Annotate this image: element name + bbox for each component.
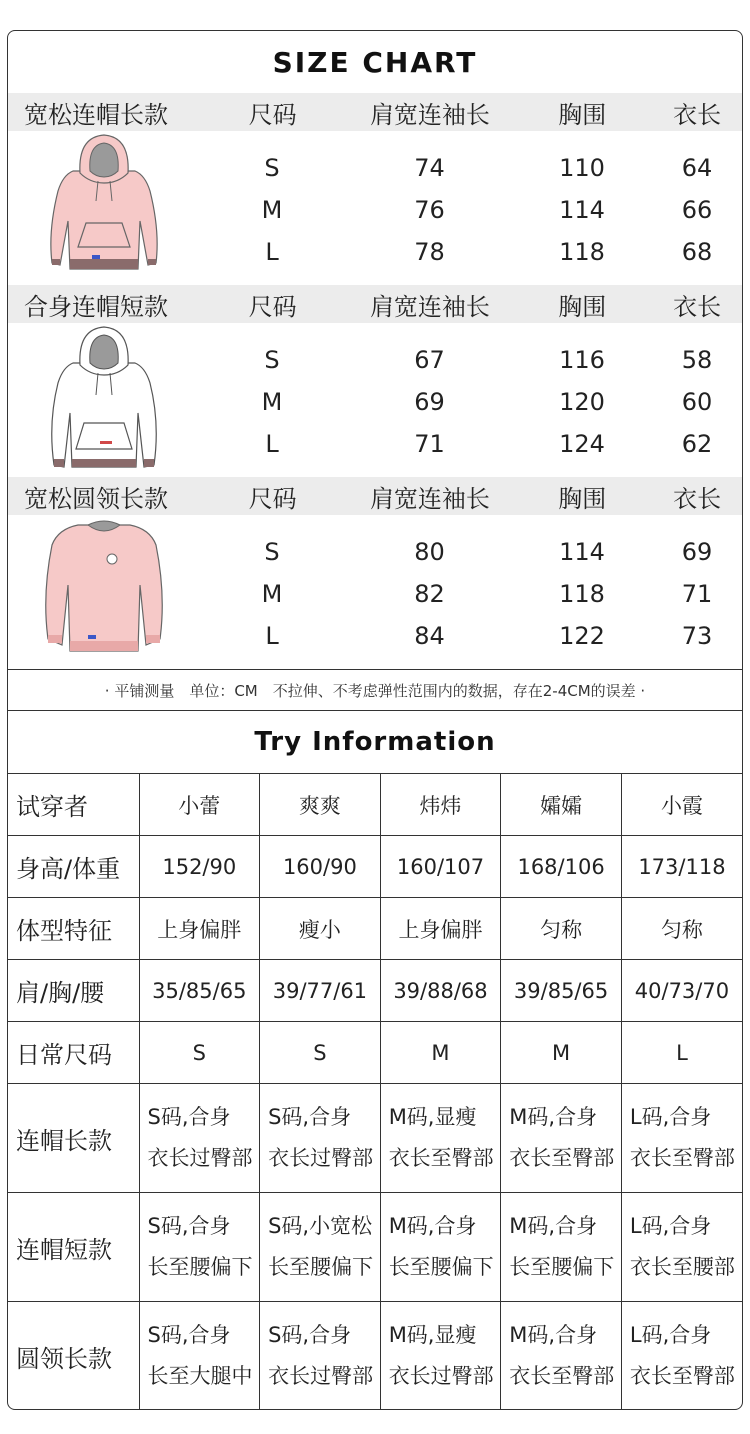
shoulder-header: 肩宽连袖长 — [369, 100, 490, 129]
fit-size: S码,合身 — [147, 1105, 231, 1129]
table-cell: 39/88/68 — [380, 960, 501, 1022]
length-header: 衣长 — [673, 100, 722, 129]
table-cell — [621, 1302, 742, 1411]
size-header: 尺码 — [248, 292, 297, 321]
size-value: M — [261, 196, 283, 224]
size-value: M — [261, 580, 283, 608]
table-cell: 匀称 — [621, 898, 742, 960]
size-row — [197, 381, 742, 423]
fit-size: S码,合身 — [268, 1105, 352, 1129]
size-value: S — [264, 346, 280, 374]
size-value: L — [265, 622, 279, 650]
product-header-2 — [8, 285, 742, 323]
length-value: 66 — [681, 196, 713, 224]
table-cell: 152/90 — [139, 836, 260, 898]
product-header-1 — [8, 93, 742, 131]
fit-length: 衣长至臀部 — [388, 1146, 494, 1170]
shoulder-header: 肩宽连袖长 — [369, 484, 490, 513]
table-cell — [260, 1193, 381, 1302]
chest-value: 110 — [559, 154, 605, 182]
size-value: L — [265, 238, 279, 266]
chest-header: 胸围 — [558, 100, 607, 129]
row-label: 试穿者 — [8, 774, 139, 836]
table-cell: 小霞 — [621, 774, 742, 836]
fit-length: 衣长过臀部 — [268, 1146, 374, 1170]
fit-size: L码,合身 — [629, 1323, 712, 1348]
length-value: 68 — [681, 238, 713, 266]
shoulder-value: 69 — [414, 388, 445, 416]
table-cell: M — [380, 1022, 501, 1084]
table-cell: 168/106 — [501, 836, 622, 898]
try-information-table — [8, 773, 742, 1410]
product-name: 宽松圆领长款 — [24, 484, 168, 513]
fit-length: 衣长过臀部 — [268, 1364, 374, 1389]
product-header-3 — [8, 477, 742, 515]
product-name: 宽松连帽长款 — [24, 100, 168, 129]
pink-hoodie-long-icon — [8, 131, 197, 285]
size-value: M — [261, 388, 283, 416]
row-label: 肩/胸/腰 — [8, 960, 139, 1022]
table-row — [8, 1022, 742, 1084]
pink-crewneck-long-icon — [8, 515, 197, 669]
size-chart-title: SIZE CHART — [272, 45, 478, 79]
table-cell: 160/90 — [260, 836, 381, 898]
table-row — [8, 836, 742, 898]
row-label: 连帽短款 — [8, 1193, 139, 1302]
table-cell — [260, 1302, 381, 1411]
table-cell: 173/118 — [621, 836, 742, 898]
length-value: 71 — [681, 580, 713, 608]
length-value: 73 — [681, 622, 713, 650]
size-value: L — [265, 430, 279, 458]
shoulder-value: 80 — [414, 538, 445, 566]
fit-length: 长至大腿中 — [147, 1364, 253, 1389]
table-cell — [501, 1084, 622, 1193]
chest-value: 120 — [559, 388, 605, 416]
length-header: 衣长 — [673, 292, 722, 321]
table-cell: 小蕾 — [139, 774, 260, 836]
table-cell: S — [260, 1022, 381, 1084]
table-cell — [380, 1193, 501, 1302]
table-row — [8, 898, 742, 960]
table-cell — [501, 1193, 622, 1302]
size-value: S — [264, 154, 280, 182]
row-label: 身高/体重 — [8, 836, 139, 898]
table-cell — [139, 1302, 260, 1411]
fit-size: M码,合身 — [509, 1214, 598, 1238]
chest-value: 124 — [559, 430, 605, 458]
table-cell: 匀称 — [501, 898, 622, 960]
chest-value: 114 — [559, 196, 605, 224]
fit-size: M码,合身 — [509, 1105, 598, 1129]
fit-size: S码,合身 — [147, 1214, 231, 1238]
fit-length: 衣长至臀部 — [629, 1146, 735, 1170]
size-row — [197, 423, 742, 465]
table-cell — [380, 1302, 501, 1411]
table-cell: 炜炜 — [380, 774, 501, 836]
fit-length: 衣长过臀部 — [388, 1364, 494, 1389]
table-cell: L — [621, 1022, 742, 1084]
chest-header: 胸围 — [558, 484, 607, 513]
table-cell — [260, 1084, 381, 1193]
table-cell: 瘦小 — [260, 898, 381, 960]
fit-size: M码,合身 — [509, 1323, 598, 1348]
size-header: 尺码 — [248, 100, 297, 129]
try-information-title: Try Information — [254, 727, 496, 757]
table-cell: S — [139, 1022, 260, 1084]
table-cell — [380, 1084, 501, 1193]
table-cell — [621, 1193, 742, 1302]
table-cell — [139, 1084, 260, 1193]
table-cell: 35/85/65 — [139, 960, 260, 1022]
table-cell — [621, 1084, 742, 1193]
row-label: 连帽长款 — [8, 1084, 139, 1193]
fit-size: S码,小宽松 — [268, 1214, 373, 1238]
chest-value: 118 — [559, 580, 605, 608]
fit-length: 长至腰偏下 — [509, 1255, 615, 1279]
shoulder-value: 82 — [414, 580, 445, 608]
chest-value: 118 — [559, 238, 605, 266]
fit-length: 长至腰偏下 — [147, 1255, 253, 1279]
table-row — [8, 1302, 742, 1411]
measurement-note: · 平铺测量 单位：CM 不拉伸、不考虑弹性范围内的数据，存在2-4CM的误差 · — [8, 669, 742, 711]
table-cell: 爽爽 — [260, 774, 381, 836]
length-value: 60 — [681, 388, 713, 416]
length-value: 58 — [681, 346, 713, 374]
chest-value: 122 — [559, 622, 605, 650]
size-row — [197, 339, 742, 381]
row-label: 日常尺码 — [8, 1022, 139, 1084]
table-row — [8, 774, 742, 836]
product-name: 合身连帽短款 — [24, 292, 168, 321]
chest-value: 116 — [559, 346, 605, 374]
fit-size: M码,合身 — [388, 1214, 477, 1238]
fit-length: 长至腰偏下 — [388, 1255, 494, 1279]
shoulder-value: 76 — [414, 196, 445, 224]
shoulder-value: 78 — [414, 238, 445, 266]
table-cell — [501, 1302, 622, 1411]
size-row — [197, 189, 742, 231]
length-value: 69 — [681, 538, 713, 566]
product-section-1 — [8, 93, 742, 285]
fit-length: 衣长至腰部 — [629, 1255, 735, 1279]
table-cell: 上身偏胖 — [380, 898, 501, 960]
product-section-3 — [8, 477, 742, 669]
shoulder-value: 67 — [414, 346, 445, 374]
shoulder-value: 74 — [414, 154, 445, 182]
fit-size: M码,显瘦 — [388, 1323, 477, 1348]
fit-length: 衣长过臀部 — [147, 1146, 253, 1170]
table-row — [8, 1084, 742, 1193]
fit-size: M码,显瘦 — [388, 1105, 477, 1129]
shoulder-value: 84 — [414, 622, 445, 650]
table-cell: 160/107 — [380, 836, 501, 898]
shoulder-header: 肩宽连袖长 — [369, 292, 490, 321]
table-cell: 39/85/65 — [501, 960, 622, 1022]
row-label: 圆领长款 — [8, 1302, 139, 1411]
size-header: 尺码 — [248, 484, 297, 513]
size-row — [197, 615, 742, 657]
size-value: S — [264, 538, 280, 566]
length-header: 衣长 — [673, 484, 722, 513]
product-section-2 — [8, 285, 742, 477]
table-cell: 上身偏胖 — [139, 898, 260, 960]
size-row — [197, 147, 742, 189]
table-cell: 40/73/70 — [621, 960, 742, 1022]
fit-size: L码,合身 — [629, 1214, 712, 1238]
fit-length: 衣长至臀部 — [509, 1146, 615, 1170]
chest-value: 114 — [559, 538, 605, 566]
table-cell: 39/77/61 — [260, 960, 381, 1022]
table-cell — [139, 1193, 260, 1302]
size-row — [197, 231, 742, 273]
size-row — [197, 531, 742, 573]
size-row — [197, 573, 742, 615]
fit-size: S码,合身 — [147, 1323, 231, 1348]
fit-length: 衣长至臀部 — [509, 1364, 615, 1389]
length-value: 64 — [681, 154, 713, 182]
table-cell: 孀孀 — [501, 774, 622, 836]
fit-length: 长至腰偏下 — [268, 1255, 374, 1279]
table-cell: M — [501, 1022, 622, 1084]
table-row — [8, 1193, 742, 1302]
shoulder-value: 71 — [414, 430, 445, 458]
chest-header: 胸围 — [558, 292, 607, 321]
size-chart-card — [7, 30, 743, 1410]
row-label: 体型特征 — [8, 898, 139, 960]
white-hoodie-short-icon — [8, 323, 197, 477]
length-value: 62 — [681, 430, 713, 458]
fit-size: S码,合身 — [268, 1323, 352, 1348]
fit-size: L码,合身 — [629, 1105, 712, 1129]
table-row — [8, 960, 742, 1022]
fit-length: 衣长至臀部 — [629, 1364, 735, 1389]
